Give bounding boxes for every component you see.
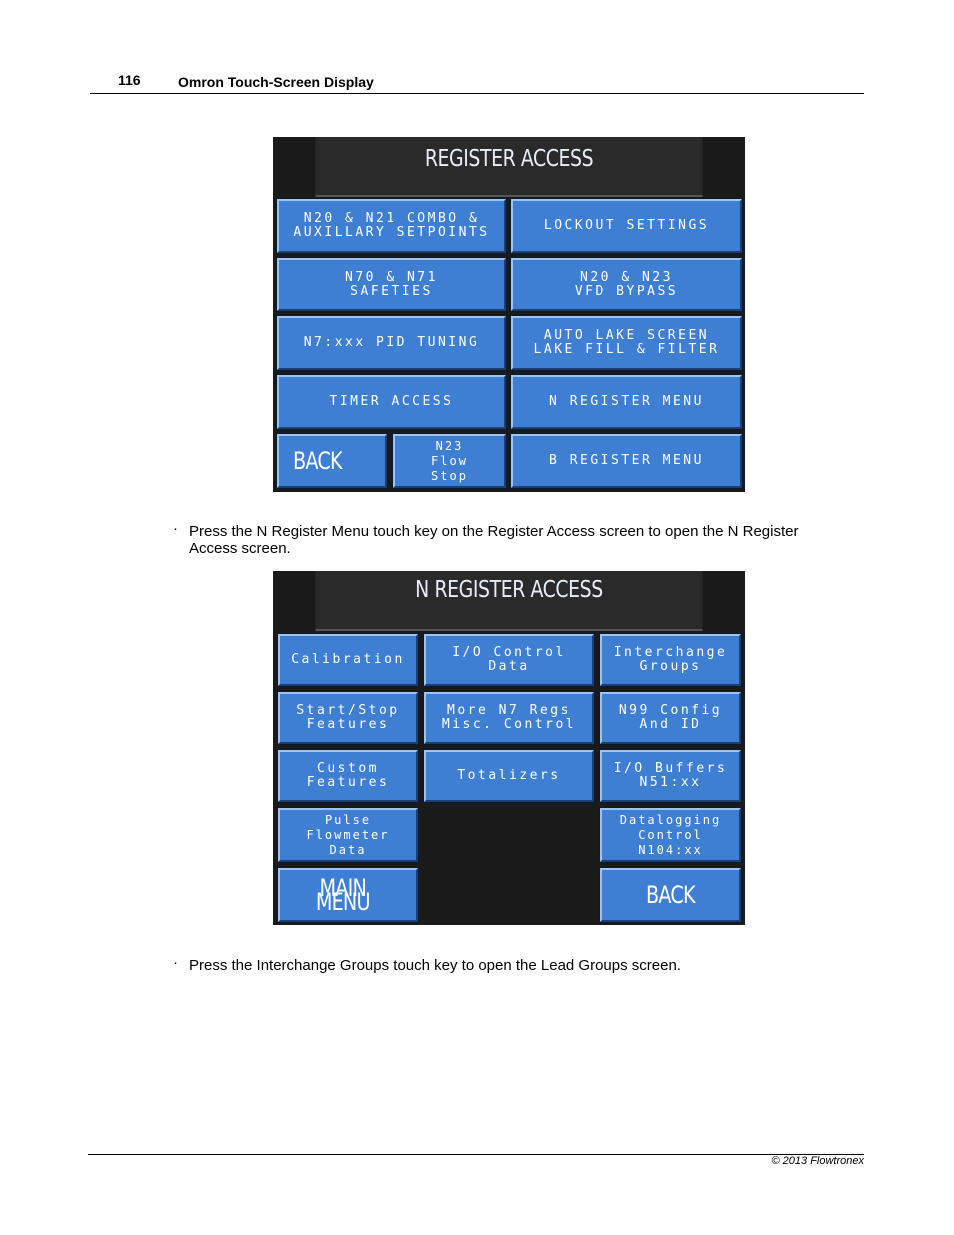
bullet-symbol: · — [173, 954, 178, 971]
totalizers-button[interactable]: Totalizers — [424, 750, 594, 802]
instruction-text: Press the N Register Menu touch key on the Register Access screen to open the N Register Access screen. — [189, 523, 799, 557]
page-header — [90, 70, 864, 94]
io-buffers-button[interactable]: I/O Buffers N51:xx — [600, 750, 741, 802]
start-stop-features-button[interactable]: Start/Stop Features — [278, 692, 418, 744]
calibration-button[interactable]: Calibration — [278, 634, 418, 686]
interchange-groups-button[interactable]: Interchange Groups — [600, 634, 741, 686]
timer-access-button[interactable]: TIMER ACCESS — [277, 375, 506, 429]
footer-divider — [88, 1154, 864, 1155]
n20-n21-combo-button[interactable]: N20 & N21 COMBO & AUXILLARY SETPOINTS — [277, 199, 506, 253]
n-register-menu-button[interactable]: N REGISTER MENU — [511, 375, 742, 429]
datalogging-control-button[interactable]: Datalogging Control N104:xx — [600, 808, 741, 862]
io-control-data-button[interactable]: I/O Control Data — [424, 634, 594, 686]
screen-title: N REGISTER ACCESS — [315, 571, 702, 631]
bullet-symbol: · — [173, 520, 178, 537]
main-menu-label: MAIN MENU — [315, 874, 370, 916]
n20-n23-vfd-bypass-button[interactable]: N20 & N23 VFD BYPASS — [511, 258, 742, 311]
instruction-text: Press the Interchange Groups touch key to open the Lead Groups screen. — [189, 957, 681, 974]
lockout-settings-button[interactable]: LOCKOUT SETTINGS — [511, 199, 742, 253]
back-button-label: BACK — [646, 881, 695, 909]
pulse-flowmeter-button[interactable]: Pulse Flowmeter Data — [278, 808, 418, 862]
n23-flow-stop-button[interactable]: N23 Flow Stop — [393, 434, 506, 488]
page-number: 116 — [118, 72, 141, 88]
back-button[interactable] — [277, 434, 387, 488]
n7-pid-tuning-button[interactable]: N7:xxx PID TUNING — [277, 316, 506, 370]
back-button-label: BACK — [293, 447, 342, 475]
n99-config-button[interactable]: N99 Config And ID — [600, 692, 741, 744]
n-register-access-screenshot — [273, 571, 745, 925]
screen-title: REGISTER ACCESS — [315, 137, 702, 197]
main-menu-button[interactable] — [278, 868, 418, 922]
copyright: © 2013 Flowtronex — [771, 1155, 864, 1167]
section-title: Omron Touch-Screen Display — [178, 74, 374, 90]
auto-lake-screen-button[interactable]: AUTO LAKE SCREEN LAKE FILL & FILTER — [511, 316, 742, 370]
more-n7-regs-button[interactable]: More N7 Regs Misc. Control — [424, 692, 594, 744]
register-access-screenshot — [273, 137, 745, 492]
n70-n71-safeties-button[interactable]: N70 & N71 SAFETIES — [277, 258, 506, 311]
back-button[interactable] — [600, 868, 741, 922]
custom-features-button[interactable]: Custom Features — [278, 750, 418, 802]
b-register-menu-button[interactable]: B REGISTER MENU — [511, 434, 742, 488]
